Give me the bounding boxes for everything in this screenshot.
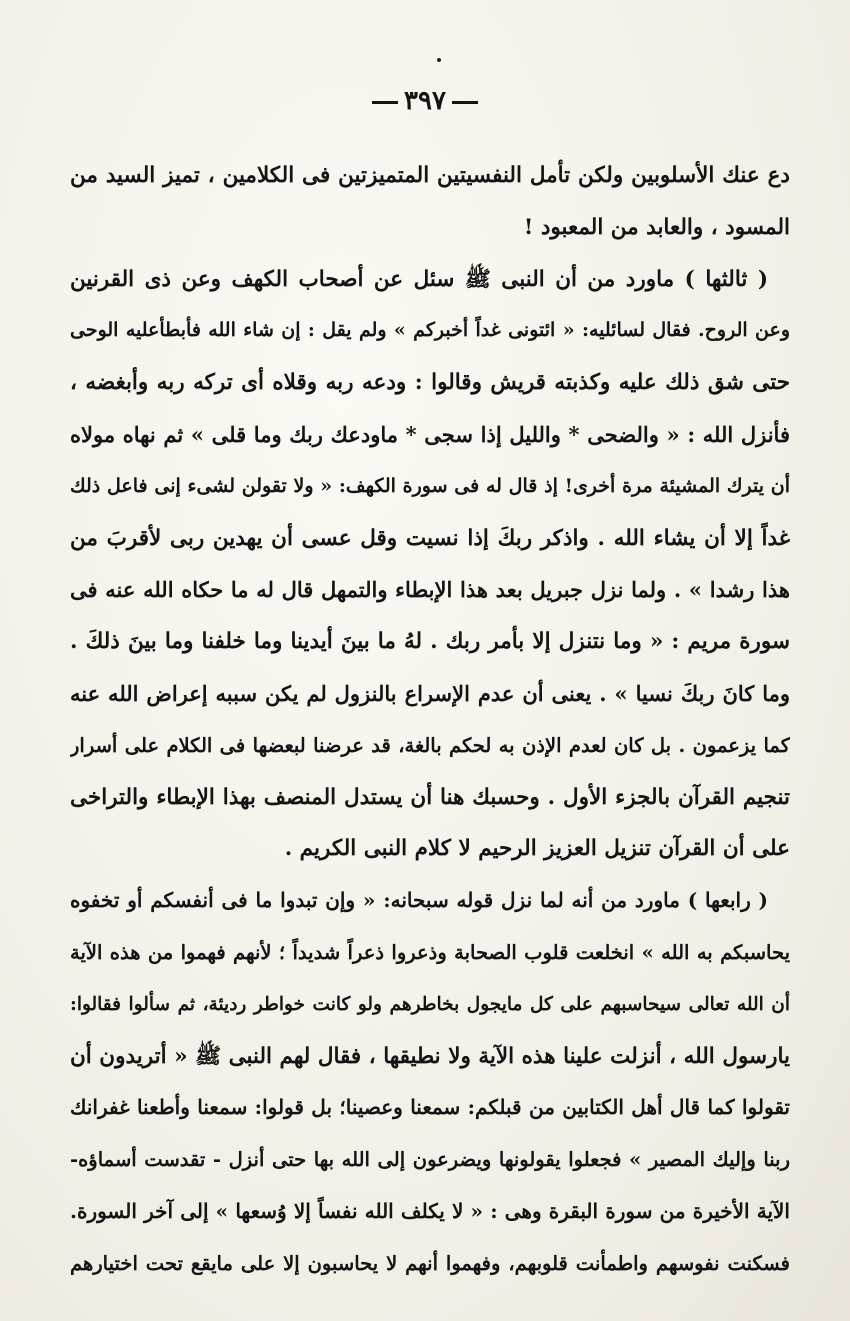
text-line: الآية الأخيرة من سورة البقرة وهى : « لا يكلف الله نفساً إلا وُسعها » إلى آخر السورة. <box>70 1198 790 1223</box>
text-line: على أن القرآن تنزيل العزيز الرحيم لا كلام النبى الكريم . <box>284 836 790 862</box>
text-line: وما كانَ ربكَ نسيا » . يعنى أن عدم الإسراع بالنزول لم يكن سببه إعراض الله عنه <box>70 680 790 706</box>
text-line: أن يترك المشيئة مرة أخرى! إذ قال له فى سورة الكهف: « ولا تقولن لشىء إنى فاعل ذلك <box>70 474 790 497</box>
text-line: ( ثالثها ) ماورد من أن النبى ﷺ سئل عن أصحاب الكهف وعن ذى القرنين <box>70 266 768 292</box>
text-line: غداً إلا أن يشاء الله . واذكر ربكَ إذا نسيت وقل عسى أن يهدين ربى لأقربَ من <box>70 525 790 551</box>
ink-speck <box>437 58 441 62</box>
text-line: ربنا وإليك المصير » فجعلوا يقولونها ويضرعون إلى الله بها حتى أنزل - تقدست أسماؤه- <box>70 1148 790 1172</box>
text-line: فسكنت نفوسهم واطمأنت قلوبهم، وفهموا أنهم لا يحاسبون إلا على مايقع تحت اختيارهم <box>70 1251 790 1275</box>
text-line: تنجيم القرآن بالجزء الأول . وحسبك هنا أن يستدل المنصف بهذا الإبطاء والتراخى <box>70 784 790 810</box>
text-line: تقولوا كما قال أهل الكتابين من قبلكم: سمعنا وعصينا؛ بل قولوا: سمعنا وأطعنا غفرانك <box>70 1095 790 1120</box>
text-line: ( رابعها ) ماورد من أنه لما نزل قوله سبحانه: « وإن تبدوا ما فى أنفسكم أو تخفوه <box>70 888 768 913</box>
text-line: كما يزعمون . بل كان لعدم الإذن به لحكم بالغة، قد عرضنا لبعضها فى الكلام على أسرار <box>70 733 790 757</box>
text-line: المسود ، والعابد من المعبود ! <box>523 214 790 240</box>
text-line: سورة مريم : « وما نتنزل إلا بأمر ربك . لهُ ما بينَ أيدينا وما خلفنا وما بينَ ذلكَ . <box>70 629 790 655</box>
body-text <box>70 150 790 1290</box>
text-line: يحاسبكم به الله » انخلعت قلوب الصحابة وذعروا ذعراً شديداً ؛ لأنهم فهموا من هذه الآية <box>70 940 790 964</box>
text-line: هذا رشدا » . ولما نزل جبريل بعد هذا الإبطاء والتمهل قال له ما حكاه الله عنه فى <box>70 577 790 603</box>
text-line: دع عنك الأسلوبين ولكن تأمل النفسيتين المتميزتين فى الكلامين ، تميز السيد من <box>70 163 790 188</box>
text-line: حتى شق ذلك عليه وكذبته قريش وقالوا : ودعه ربه وقلاه أى تركه ربه وأبغضه ، <box>70 370 790 396</box>
text-line: يارسول الله ، أنزلت علينا هذه الآية ولا نطيقها ، فقال لهم النبى ﷺ « أتريدون أن <box>70 1043 790 1069</box>
text-line: وعن الروح. فقال لسائليه: « ائتونى غداً أخبركم » ولم يقل : إن شاء الله فأبطأعليه الوحى <box>70 319 790 342</box>
text-line: فأنزل الله : « والضحى * والليل إذا سجى * ماودعك ربك وما قلى » ثم نهاه مولاه <box>70 421 790 447</box>
dash-right <box>452 101 478 104</box>
page-number <box>0 86 850 116</box>
page-number-value: ٣٩٧ <box>404 86 446 116</box>
text-line: أن الله تعالى سيحاسبهم على كل مايجول بخاطرهم ولو كانت خواطر رديئة، ثم سألوا فقالوا: <box>70 993 790 1015</box>
dash-left <box>372 101 398 104</box>
